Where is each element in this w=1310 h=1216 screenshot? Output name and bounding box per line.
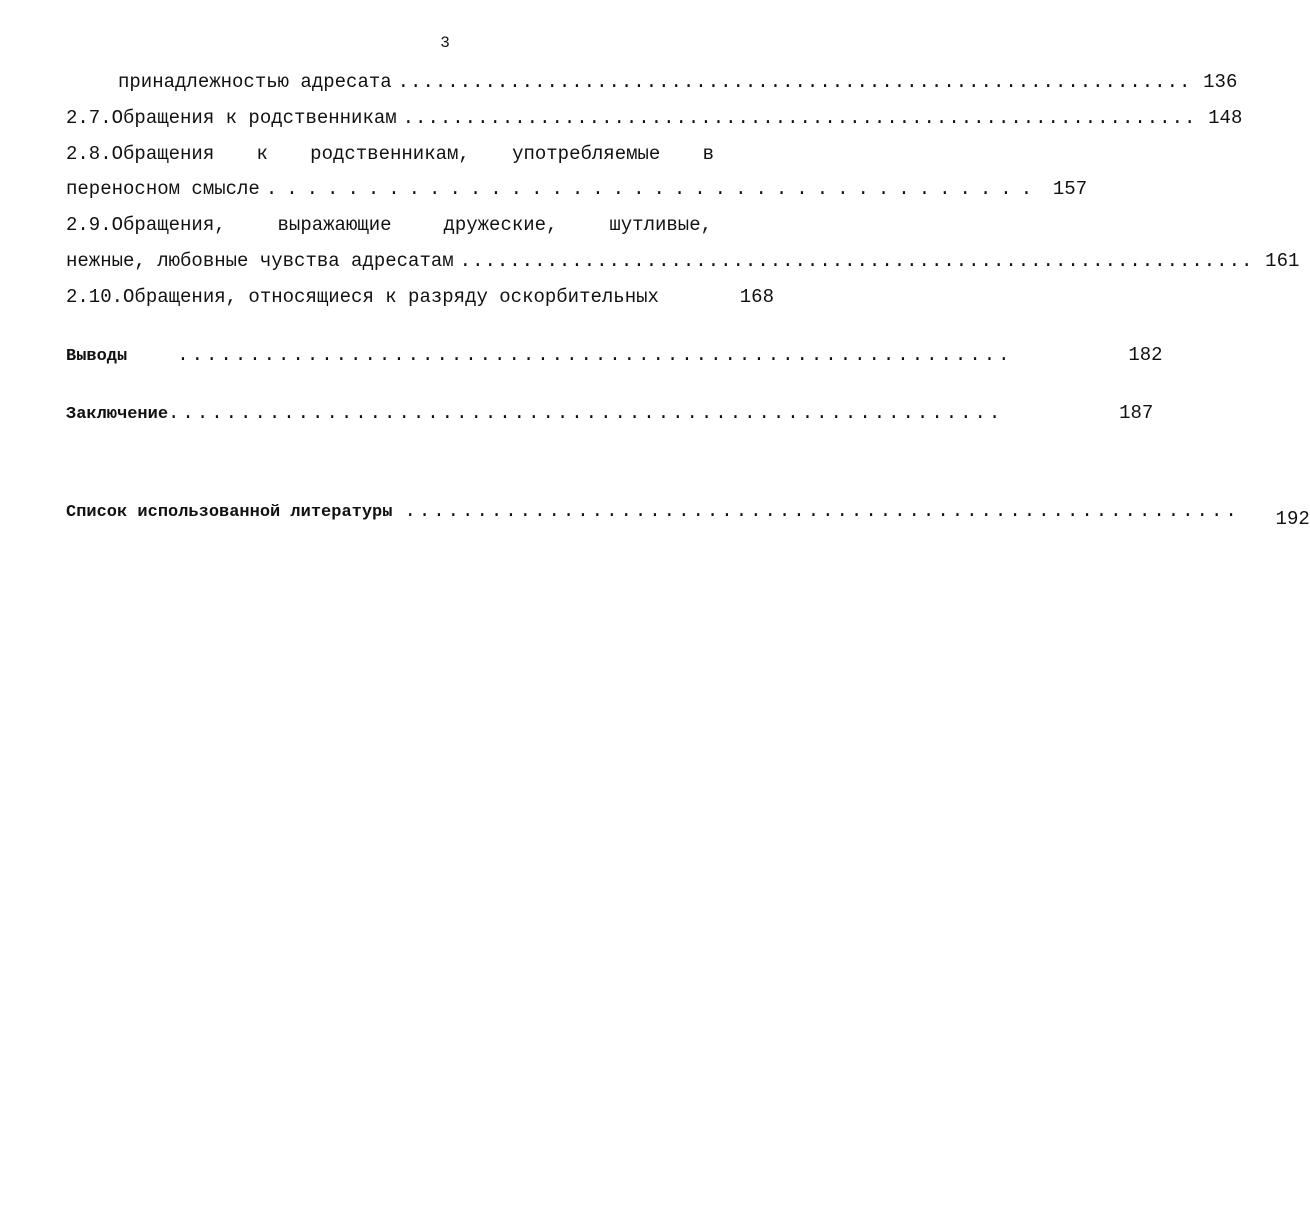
toc-page-number: 192	[1275, 508, 1310, 530]
toc-entry-2-10	[66, 284, 774, 310]
toc-page-number: 168	[739, 286, 774, 308]
toc-entry-title: переносном смысле	[66, 178, 260, 200]
toc-page-number: 161	[1265, 250, 1300, 272]
toc-page-number: 157	[1052, 178, 1088, 200]
toc-page-number: 148	[1208, 107, 1243, 129]
toc-word: шутливые,	[609, 214, 712, 236]
toc-entry-bibliography	[66, 498, 1310, 530]
toc-word: 2.8.Обращения	[66, 143, 215, 165]
dot-leader: ..........................................................	[404, 500, 1240, 522]
toc-word: к	[256, 143, 268, 165]
toc-entry-title: Выводы	[66, 347, 128, 366]
toc-entry-2-9-line1	[66, 212, 712, 238]
toc-word: употребляемые	[512, 143, 661, 165]
toc-entry-title: Заключение	[66, 405, 169, 424]
toc-entry-summary	[66, 400, 1154, 426]
toc-word: родственникам,	[310, 143, 470, 165]
toc-entry-title: принадлежностью адресата	[118, 71, 392, 93]
toc-entry-2-7	[66, 105, 1243, 131]
toc-word: в	[702, 143, 714, 165]
dot-leader: ......................................	[265, 178, 1042, 200]
toc-word: дружеские,	[443, 214, 558, 236]
toc-entry-title: нежные, любовные чувства адресатам	[66, 250, 454, 272]
toc-word: 2.9.Обращения,	[66, 214, 226, 236]
toc-entry-2-8-line2	[66, 176, 1088, 202]
dot-leader: ..........................................................	[168, 402, 1004, 424]
dot-leader: ................................................................	[397, 71, 1192, 93]
dot-leader: ..........................................................	[177, 344, 1013, 366]
dot-leader: ................................................................	[402, 107, 1197, 129]
toc-page-number: 136	[1203, 71, 1238, 93]
toc-entry-conclusions	[66, 342, 1163, 368]
toc-entry-continuation	[66, 69, 1238, 95]
dot-leader: ................................................................	[459, 250, 1254, 272]
toc-entry-title: Список использованной литературы	[66, 503, 393, 522]
toc-entry-2-8-line1	[66, 141, 714, 167]
toc-entry-title: 2.7.Обращения к родственникам	[66, 107, 397, 129]
toc-entry-title: 2.10.Обращения, относящиеся к разряду оскорбительных	[66, 286, 659, 308]
toc-word: выражающие	[277, 214, 392, 236]
toc-entry-2-9-line2	[66, 248, 1300, 274]
page-number: 3	[440, 34, 450, 52]
toc-page-number: 182	[1128, 344, 1163, 366]
toc-page-number: 187	[1119, 402, 1154, 424]
